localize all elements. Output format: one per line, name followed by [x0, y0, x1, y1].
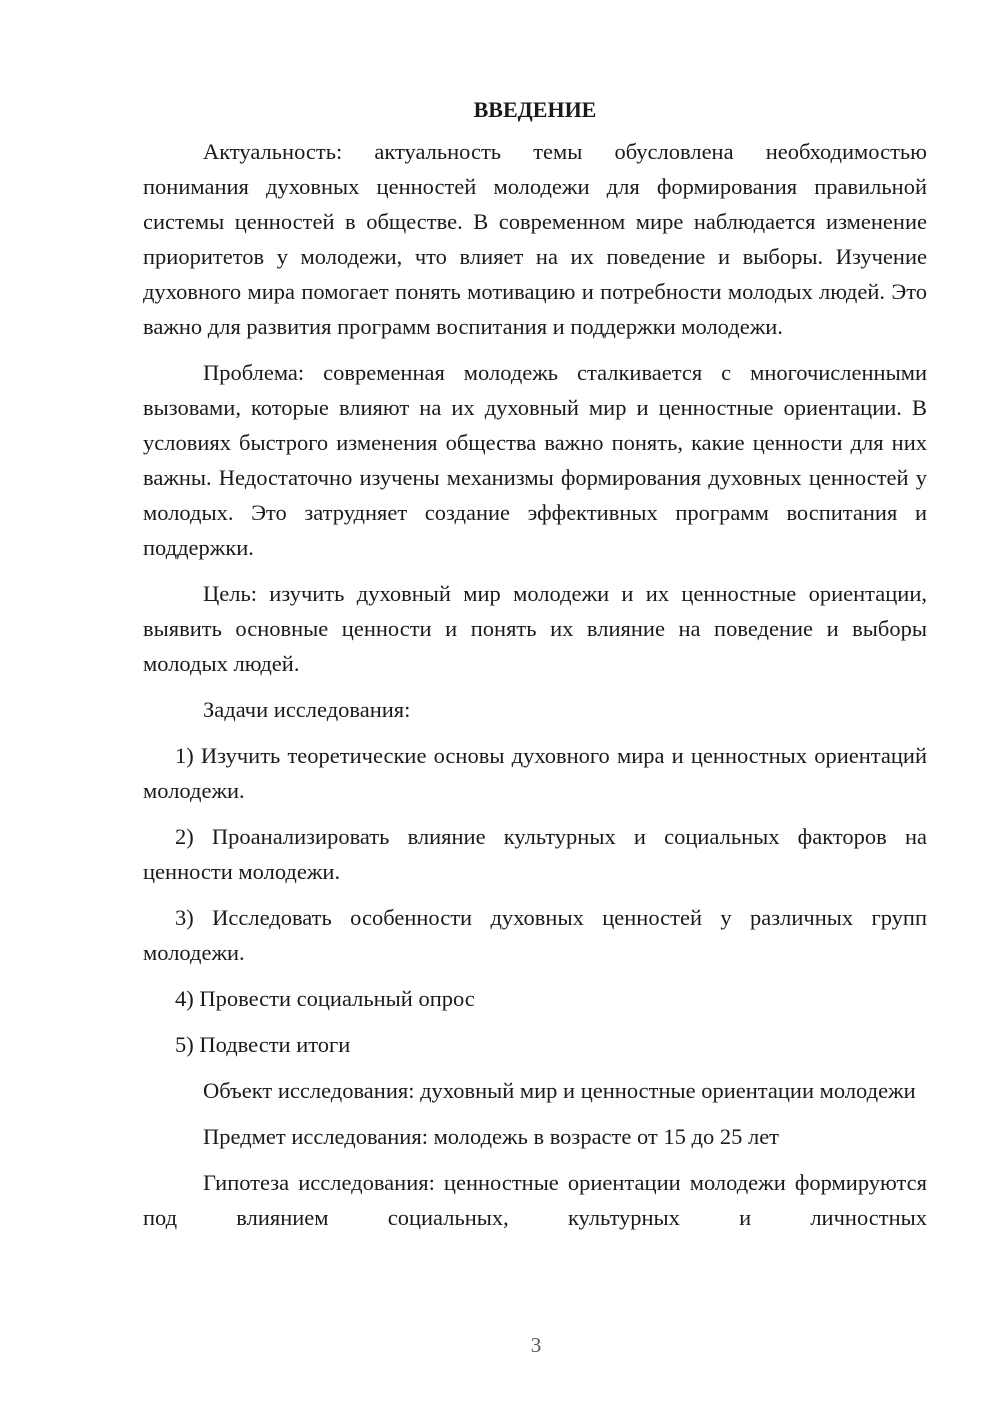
- subject-paragraph: Предмет исследования: молодежь в возрасте от 15 до 25 лет: [203, 1124, 780, 1149]
- tasks-heading: Задачи исследования:: [203, 697, 411, 722]
- task-item-2: 2) Проанализировать влияние культурных и социальных факторов на ценности молодежи.: [143, 824, 927, 884]
- page-number: 3: [530, 1333, 542, 1357]
- task-item-3: 3) Исследовать особенности духовных ценностей у различных групп молодежи.: [143, 905, 927, 965]
- document-page: [143, 92, 927, 1246]
- object-paragraph: Объект исследования: духовный мир и ценностные ориентации молодежи: [203, 1078, 916, 1103]
- relevance-paragraph: Актуальность: актуальность темы обусловлена необходимостью понимания духовных ценностей молодежи для формирования правильной системы ценностей в обществе. В современном мире наблюдается изменение приоритетов у молодежи, что влияет на их поведение и выборы. Изучение духовного мира помогает понять мотивацию и потребности молодых людей. Это важно для развития программ воспитания и поддержки молодежи.: [143, 139, 927, 339]
- hypothesis-paragraph: Гипотеза исследования: ценностные ориентации молодежи формируются под влиянием социальных, культурных и личностных: [143, 1170, 927, 1230]
- goal-paragraph: Цель: изучить духовный мир молодежи и их ценностные ориентации, выявить основные ценности и понять их влияние на поведение и выборы молодых людей.: [143, 581, 927, 676]
- problem-paragraph: Проблема: современная молодежь сталкивается с многочисленными вызовами, которые влияют на их духовный мир и ценностные ориентации. В условиях быстрого изменения общества важно понять, какие ценности для них важны. Недостаточно изучены механизмы формирования духовных ценностей у молодых. Это затрудняет создание эффективных программ воспитания и поддержки.: [143, 360, 927, 560]
- task-item-1: 1) Изучить теоретические основы духовного мира и ценностных ориентаций молодежи.: [143, 743, 927, 803]
- task-item-5: 5) Подвести итоги: [175, 1032, 351, 1057]
- section-heading: ВВЕДЕНИЕ: [473, 97, 597, 122]
- task-item-4: 4) Провести социальный опрос: [175, 986, 475, 1011]
